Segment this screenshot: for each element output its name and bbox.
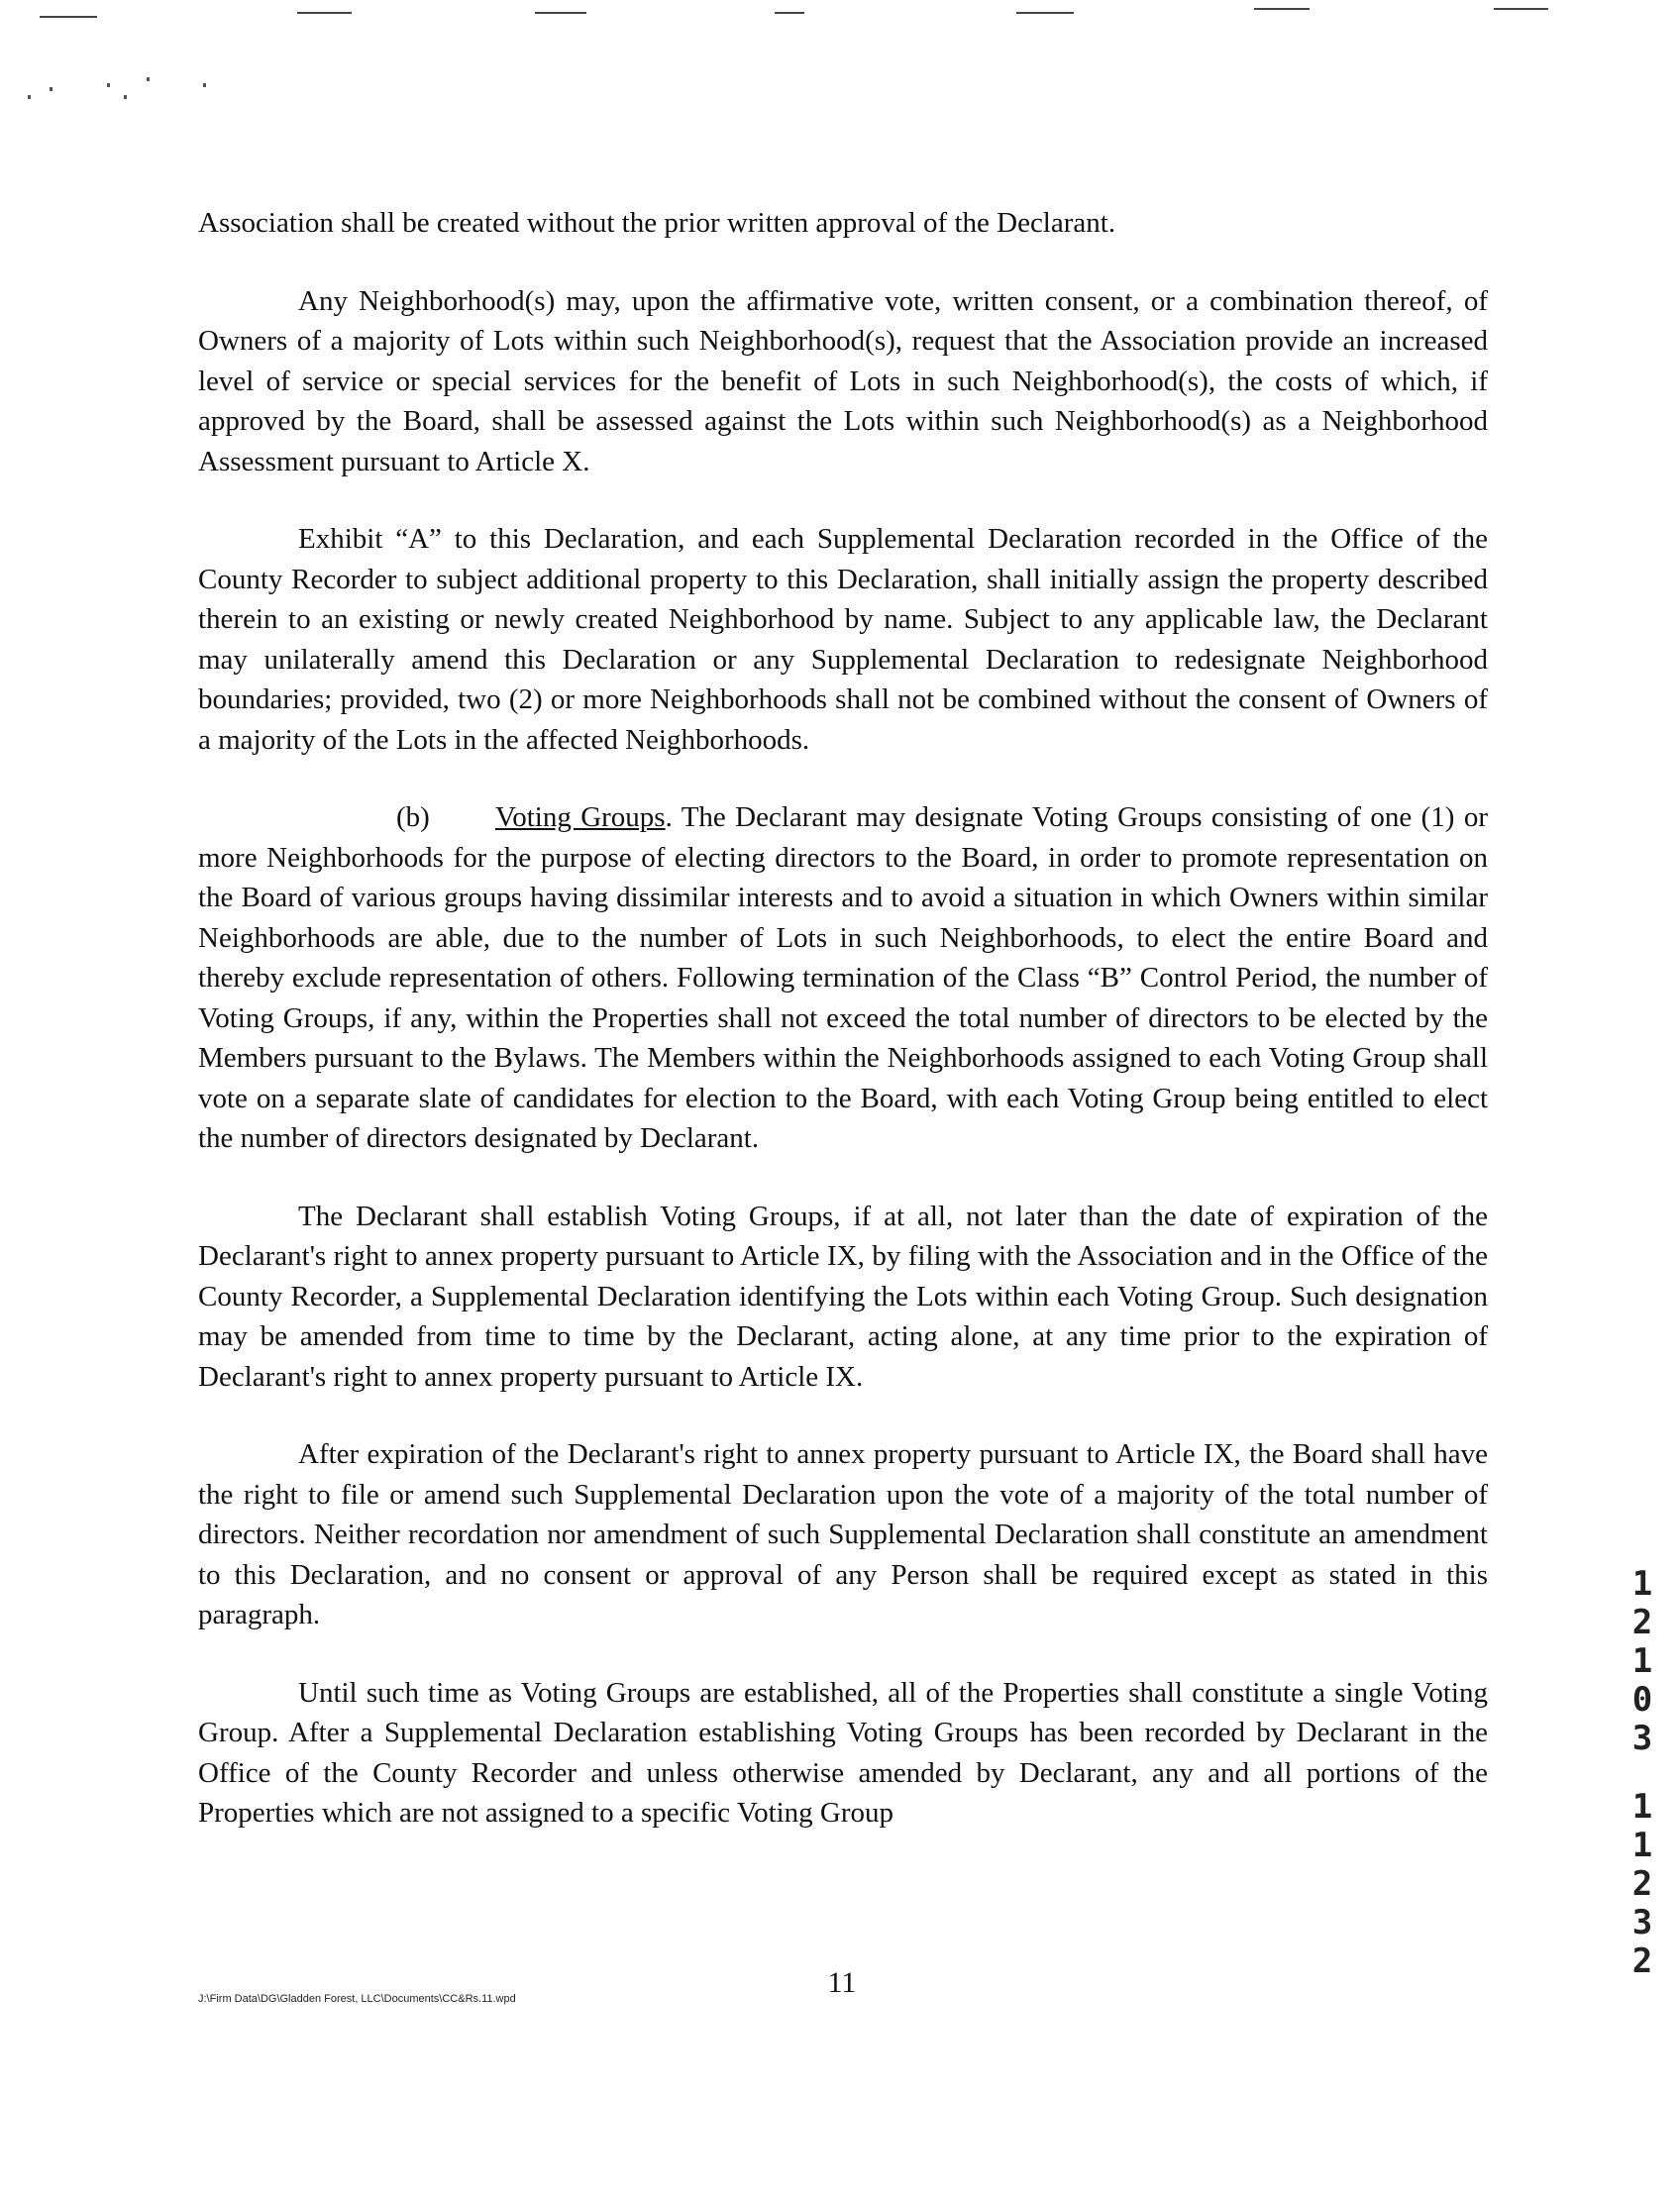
scan-speck <box>203 83 206 87</box>
scan-edge-mark <box>1016 12 1074 14</box>
stamp-digit: 1 <box>1631 1641 1653 1681</box>
section-label: (b) <box>396 801 430 833</box>
paragraph: Any Neighborhood(s) may, upon the affirmative vote, written consent, or a combination thereof, of Owners of a majority of Lots within such Neighborhood(s), request that the Association provide an increased level of service or special services for the benefit of Lots in such Neighborhood(s), the costs of which, if approved by the Board, shall be assessed against the Lots within such Neighborhood(s) as a Neighborhood Assessment pursuant to Article X. <box>198 284 1488 477</box>
scan-edge-mark <box>1254 8 1310 10</box>
file-path-footer: J:\Firm Data\DG\Gladden Forest, LLC\Documents\CC&Rs.11.wpd <box>198 1993 516 2005</box>
section-heading-period: . <box>665 801 673 833</box>
stamp-digit: 2 <box>1631 1603 1653 1642</box>
document-body <box>198 203 1488 1873</box>
section-heading: Voting Groups <box>495 801 666 833</box>
stamp-digit: 1 <box>1631 1826 1653 1865</box>
stamp-digit: 3 <box>1631 1903 1653 1942</box>
scan-speck <box>28 95 31 99</box>
stamp-digit: 0 <box>1631 1680 1653 1720</box>
stamp-digit: 1 <box>1631 1787 1653 1827</box>
paragraph: Association shall be created without the prior written approval of the Declarant. <box>198 207 1116 239</box>
stamp-gap <box>1623 1758 1662 1788</box>
paragraph: After expiration of the Declarant's right to annex property pursuant to Article IX, the Board shall have the right to file or amend such Supplemental Declaration upon the vote of a majority of the total number of directors. Neither recordation nor amendment of such Supplemental Declaration shall constitute an amendment to this Declaration, and no consent or approval of any Person shall be required except as stated in this paragraph. <box>198 1438 1488 1630</box>
section-b-paragraph <box>198 797 1488 1159</box>
stamp-digit: 2 <box>1631 1941 1653 1981</box>
scan-speck <box>147 77 150 81</box>
scan-edge-mark <box>40 16 97 18</box>
scan-edge-mark <box>535 12 586 14</box>
paragraph: Until such time as Voting Groups are established, all of the Properties shall constitute a single Voting Group. After a Supplemental Declaration establishing Voting Groups has been recorded by Declarant in the Office of the County Recorder and unless otherwise amended by Declarant, any and all portions of the Properties which are not assigned to a specific Voting Group <box>198 1676 1488 1829</box>
paragraph: Exhibit “A” to this Declaration, and each Supplemental Declaration recorded in the Office of the County Recorder to subject additional property to this Declaration, shall initially assign the property described therein to an existing or newly created Neighborhood by name. Subject to any applicable law, the Declarant may unilaterally amend this Declaration or any Supplemental Declaration to redesignate Neighborhood boundaries; provided, two (2) or more Neighborhoods shall not be combined without the consent of Owners of a majority of the Lots in the affected Neighborhoods. <box>198 523 1488 756</box>
recording-number-stamp <box>1623 1565 1662 1981</box>
page-number: 11 <box>827 1966 857 1999</box>
scan-edge-mark <box>1494 8 1548 10</box>
stamp-digit: 2 <box>1631 1864 1653 1904</box>
stamp-digit: 1 <box>1631 1564 1653 1604</box>
scan-speck <box>50 87 52 91</box>
stamp-digit: 3 <box>1631 1719 1653 1758</box>
scan-speck <box>124 95 127 99</box>
section-text: The Declarant may designate Voting Groups consisting of one (1) or more Neighborhoods for the purpose of electing directors to the Board, in order to promote representation on the Board of various groups having dissimilar interests and to avoid a situation in which Owners within similar Neighborhoods are able, due to the number of Lots in such Neighborhoods, to elect the entire Board and thereby exclude representation of others. Following termination of the Class “B” Control Period, the number of Voting Groups, if any, within the Properties shall not exceed the total number of directors to be elected by the Members pursuant to the Bylaws. The Members within the Neighborhoods assigned to each Voting Group shall vote on a separate slate of candidates for election to the Board, with each Voting Group being entitled to elect the number of directors designated by Declarant. <box>198 801 1488 1154</box>
scan-edge-mark <box>775 12 804 14</box>
paragraph: The Declarant shall establish Voting Groups, if at all, not later than the date of expiration of the Declarant's right to annex property pursuant to Article IX, by filing with the Association and in the Office of the County Recorder, a Supplemental Declaration identifying the Lots within each Voting Group. Such designation may be amended from time to time by the Declarant, acting alone, at any time prior to the expiration of Declarant's right to annex property pursuant to Article IX. <box>198 1200 1488 1393</box>
scan-speck <box>107 83 110 87</box>
scan-edge-mark <box>297 12 352 14</box>
